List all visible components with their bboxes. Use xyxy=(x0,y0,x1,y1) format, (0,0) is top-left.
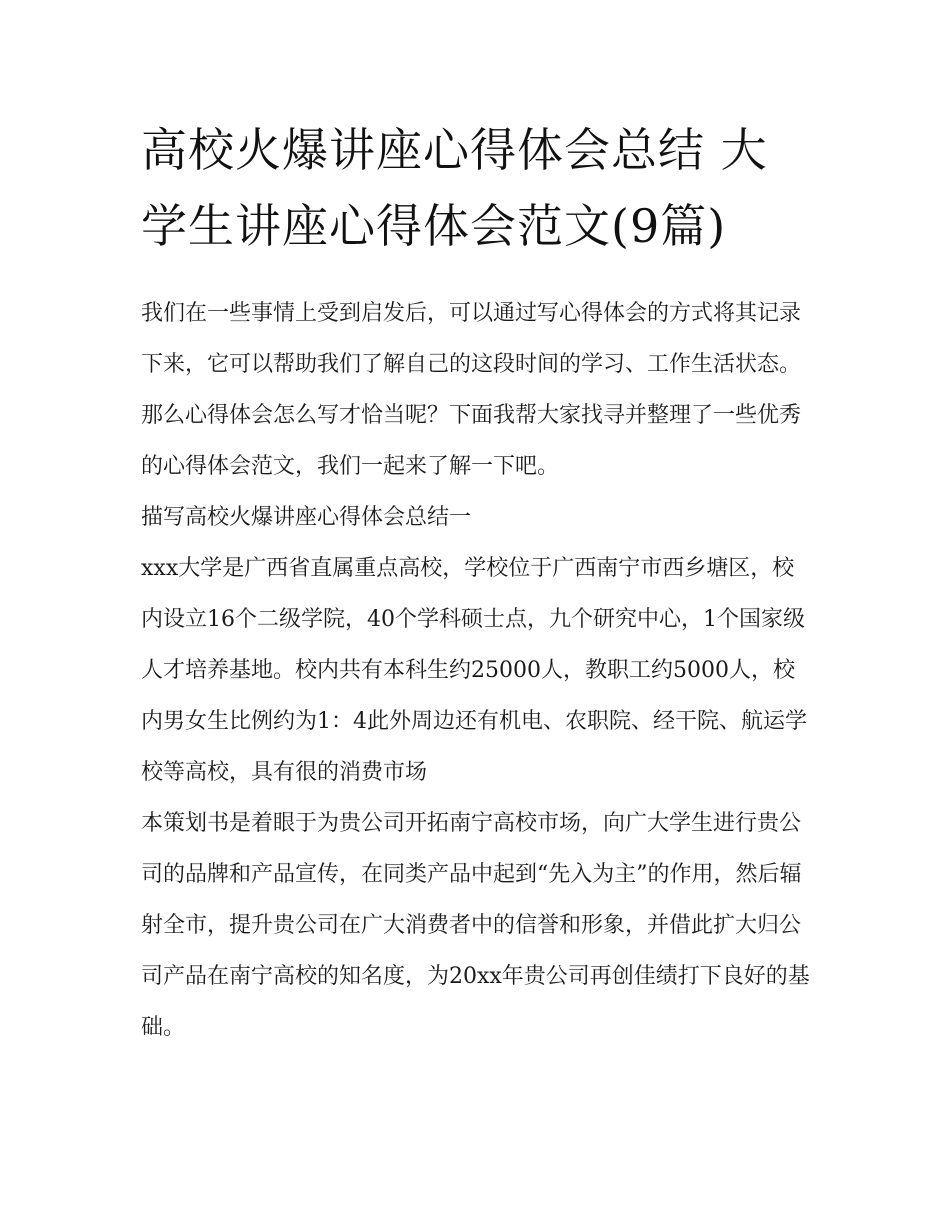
document-body xyxy=(141,112,813,1053)
section-heading: 描写高校火爆讲座心得体会总结一 xyxy=(141,505,472,530)
intro-paragraph: 我们在一些事情上受到启发后，可以通过写心得体会的方式将其记录下来，它可以帮助我们了解自己的这段时间的学习、工作生活状态。那么心得体会怎么写才恰当呢？下面我帮大家找寻并整理了一些优秀的心得体会范文，我们一起来了解一下吧。 xyxy=(141,301,802,479)
body-paragraph-1: xxx大学是广西省直属重点高校，学校位于广西南宁市西乡塘区，校内设立16个二级学院，40个学科硕士点，九个研究中心，1个国家级人才培养基地。校内共有本科生约25000人，教职工约5000人，校内男女生比例约为1：4此外周边还有机电、农职院、经干院、航运学校等高校，具有很的消费市场 xyxy=(141,556,807,785)
document-title: 高校火爆讲座心得体会总结 大学生讲座心得体会范文(9篇) xyxy=(141,123,768,253)
body-paragraph-2: 本策划书是着眼于为贵公司开拓南宁高校市场，向广大学生进行贵公司的品牌和产品宣传，在同类产品中起到“先入为主”的作用，然后辐射全市，提升贵公司在广大消费者中的信誉和形象，并借此扩大归公司产品在南宁高校的知名度，为20xx年贵公司再创佳绩打下良好的基础。 xyxy=(141,811,810,1040)
